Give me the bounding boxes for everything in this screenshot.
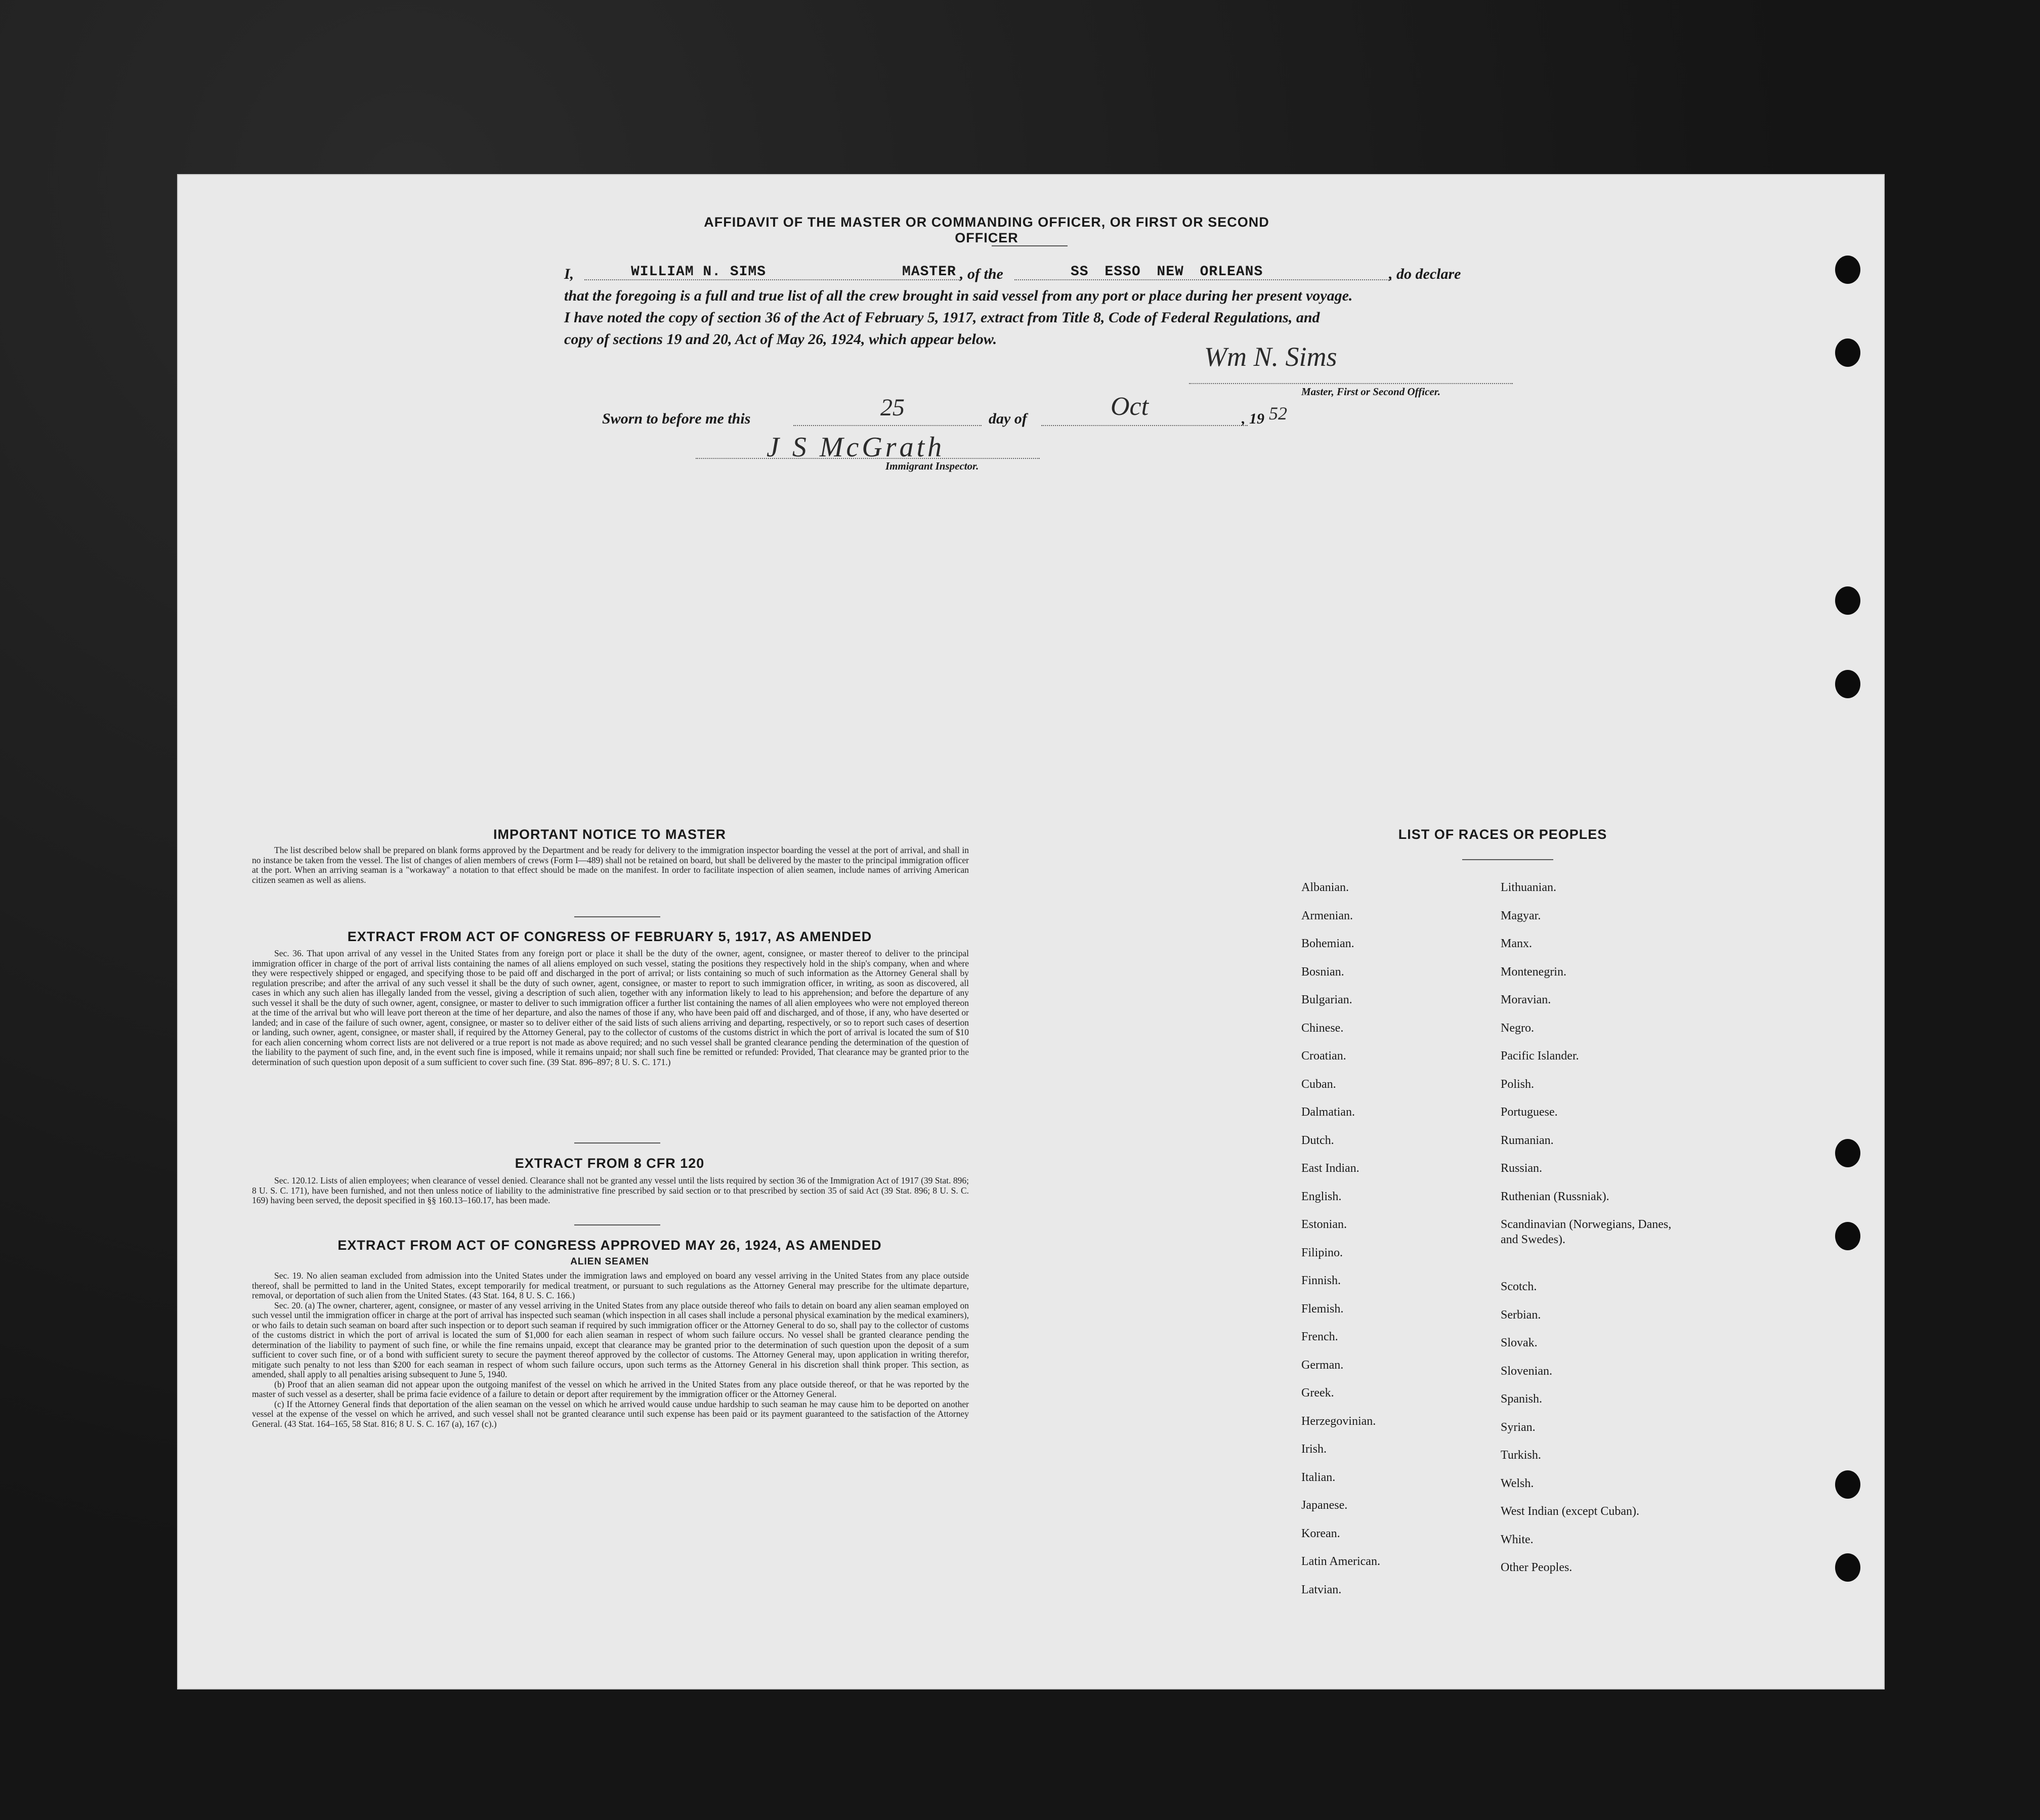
- extract-1917-body: Sec. 36. That upon arrival of any vessel in the United States from any foreign port or place it shall be the duty of the owner, agent, consignee, or master thereof to deliver to the principal immigration officer in charge of the port of arrival lists containing the names of all aliens employed on such vessel, stating the positions they respectively hold in the ship's company, when and where they were respectively shipped or engaged, and specifying those to be paid off and discharged in the port of arrival; or lists containing so much of such information as the Attorney General shall by regulation prescribe; and after the arrival of any such vessel it shall be the duty of such owner, agent, consignee, or master to report to such immigration officer, in writing, as soon as discovered, all cases in which any such alien has illegally landed from the vessel, giving a description of such alien, together with any information likely to lead to his apprehension; and before the departure of any such vessel it shall be the duty of such owner, agent, consignee, or master to deliver to such immigration officer a further list containing the names of all alien employees who were not employed thereon at the time of the arrival but who will leave port thereon at the time of her departure, and also the names of those if any, who have been paid off and discharged, and of those, if any, who have deserted or landed; and in case of the failure of such owner, agent, consignee, or master so to deliver either of the said lists of such aliens arriving and departing, respectively, or so to report such cases of desertion or landing, such owner, agent, consignee, or master shall, if required by the Attorney General, pay to the collector of customs of the customs district in which the port of arrival is located the sum of $10 for each alien concerning whom correct lists are not delivered or a true report is not made as above required; and no such vessel shall be granted clearance pending the determination of the question of the liability to the payment of such fine, and, in the event such fine is imposed, while it remains unpaid; nor shall such fine be remitted or refunded: Provided, That clearance may be granted prior to the determination of such question upon deposit of a sum sufficient to cover such fine. (39 Stat. 896–897; 8 U. S. C. 171.): [252, 948, 969, 1067]
- race-item: Dalmatian.: [1301, 1106, 1355, 1119]
- section-20c-text: (c) If the Attorney General finds that deportation of the alien seaman on the vessel on which he arrived would cause undue hardship to such seaman he may cause him to be deported on another vessel at the expense of the vessel on which he arrived, and such vessel shall not be granted clearance until such expense has been paid or its payment guaranteed to the satisfaction of the Attorney General. (43 Stat. 164–165, 58 Stat. 816; 8 U. S. C. 167 (a), 167 (c).): [252, 1399, 969, 1429]
- race-item: [1501, 1267, 1683, 1273]
- race-item: Negro.: [1501, 1021, 1534, 1035]
- race-item: Ruthenian (Russniak).: [1501, 1190, 1609, 1203]
- race-item: Albanian.: [1301, 881, 1349, 894]
- section-divider: [574, 916, 660, 917]
- punch-hole: [1835, 670, 1860, 698]
- race-item: Scotch.: [1501, 1280, 1537, 1293]
- do-declare-label: , do declare: [1389, 266, 1461, 282]
- master-rank: MASTER: [902, 264, 956, 280]
- race-item: Irish.: [1301, 1443, 1327, 1456]
- punch-hole: [1835, 1222, 1860, 1250]
- affidavit-line-4: copy of sections 19 and 20, Act of May 26, 1924, which appear below.: [564, 331, 997, 348]
- document-page: [177, 174, 1885, 1689]
- sworn-label: Sworn to before me this: [602, 410, 751, 427]
- master-signature-caption: Master, First or Second Officer.: [1301, 386, 1440, 398]
- race-item: Welsh.: [1501, 1476, 1534, 1490]
- race-item: Portuguese.: [1501, 1106, 1558, 1119]
- race-item: German.: [1301, 1358, 1344, 1372]
- race-item: Finnish.: [1301, 1274, 1341, 1287]
- race-item: Montenegrin.: [1501, 965, 1566, 979]
- race-item: Serbian.: [1501, 1308, 1541, 1322]
- inspector-caption: Immigrant Inspector.: [885, 460, 979, 472]
- race-item: Herzegovinian.: [1301, 1414, 1376, 1428]
- title-divider: [992, 245, 1068, 246]
- race-item: Manx.: [1501, 937, 1532, 950]
- race-item: Bohemian.: [1301, 937, 1354, 950]
- race-item: Armenian.: [1301, 909, 1353, 922]
- sworn-day: 25: [880, 394, 905, 421]
- affidavit-statement: [564, 263, 1500, 350]
- race-item: Greek.: [1301, 1386, 1334, 1400]
- race-item: Pacific Islander.: [1501, 1049, 1579, 1063]
- section-divider: [574, 1142, 660, 1144]
- punch-hole: [1835, 256, 1860, 284]
- race-item: Cuban.: [1301, 1077, 1336, 1091]
- race-item: Italian.: [1301, 1470, 1336, 1484]
- extract-cfr-body: Sec. 120.12. Lists of alien employees; when clearance of vessel denied. Clearance shall not be granted any vessel until the lists required by section 36 of the Immigration Act of 1917 (39 Stat. 896; 8 U. S. C. 171), have been furnished, and not then unless notice of liability to the administrative fine prescribed by said section or to that prescribed by section 35 of said Act (39 Stat. 896; 8 U. S. C. 169) having been served, the deposit specified in §§ 160.13–160.17, has been made.: [252, 1175, 969, 1205]
- race-item: Chinese.: [1301, 1021, 1344, 1035]
- race-item: Bosnian.: [1301, 965, 1344, 979]
- inspector-signature: J S McGrath: [767, 432, 945, 463]
- vessel-name: SS ESSO NEW ORLEANS: [1071, 264, 1263, 280]
- extract-cfr-title: EXTRACT FROM 8 CFR 120: [515, 1156, 705, 1171]
- of-the-label: , of the: [960, 266, 1003, 282]
- signature-line: [1189, 383, 1513, 384]
- race-item: West Indian (except Cuban).: [1501, 1505, 1639, 1518]
- alien-seamen-subtitle: ALIEN SEAMEN: [570, 1256, 649, 1267]
- races-left-column: [1301, 874, 1380, 1604]
- i-label: I,: [564, 266, 574, 282]
- race-item: Japanese.: [1301, 1499, 1348, 1512]
- race-item: Syrian.: [1501, 1420, 1536, 1434]
- sworn-month: Oct: [1111, 392, 1149, 421]
- affidavit-title: AFFIDAVIT OF THE MASTER OR COMMANDING OFFICER, OR FIRST OR SECOND OFFICER: [704, 215, 1269, 245]
- race-item: Magyar.: [1501, 909, 1541, 922]
- race-item: Estonian.: [1301, 1218, 1347, 1231]
- race-item: Latin American.: [1301, 1555, 1380, 1568]
- extract-1917-title: EXTRACT FROM ACT OF CONGRESS OF FEBRUARY 5, 1917, AS AMENDED: [347, 929, 872, 944]
- race-item: English.: [1301, 1190, 1342, 1203]
- punch-hole: [1835, 1470, 1860, 1499]
- day-of-label: day of: [989, 410, 1027, 427]
- extract-1924-body: [252, 1271, 969, 1429]
- race-item: Slovenian.: [1501, 1364, 1552, 1378]
- punch-hole: [1835, 1139, 1860, 1167]
- race-item: Flemish.: [1301, 1302, 1344, 1316]
- race-item: Rumanian.: [1501, 1133, 1554, 1147]
- race-item: White.: [1501, 1533, 1534, 1546]
- race-item: Spanish.: [1501, 1392, 1543, 1406]
- race-item: Bulgarian.: [1301, 993, 1352, 1006]
- race-item: Dutch.: [1301, 1133, 1334, 1147]
- master-name: WILLIAM N. SIMS: [631, 264, 767, 280]
- race-item: Turkish.: [1501, 1449, 1541, 1462]
- race-item: Filipino.: [1301, 1246, 1343, 1259]
- race-item: Polish.: [1501, 1077, 1535, 1091]
- section-19-text: Sec. 19. No alien seaman excluded from admission into the United States under the immigration laws and employed on board any vessel arriving in the United States from any place outside thereof, shall be permitted to land in the United States, except temporarily for medical treatment, or pursuant to such regulations as the Attorney General may prescribe for the ultimate departure, removal, or deportation of such alien from the United States. (43 Stat. 164, 8 U. S. C. 166.): [252, 1271, 969, 1300]
- race-item: Latvian.: [1301, 1583, 1342, 1596]
- punch-hole: [1835, 1553, 1860, 1582]
- affidavit-line-2: that the foregoing is a full and true list of all the crew brought in said vessel from any port or place during her present voyage.: [564, 287, 1353, 304]
- race-item: Lithuanian.: [1501, 881, 1556, 894]
- race-item: Russian.: [1501, 1162, 1543, 1175]
- race-item: Croatian.: [1301, 1049, 1346, 1063]
- section-20b-text: (b) Proof that an alien seaman did not appear upon the outgoing manifest of the vessel on which he arrived in the United States from any place outside thereof, or that he was reported by the master of such vessel as a deserter, shall be prima facie evidence of a failure to detain or deport after requirement by the immigration officer or the Attorney General.: [252, 1379, 969, 1399]
- year-prefix: , 19: [1242, 410, 1264, 427]
- race-item: French.: [1301, 1330, 1338, 1343]
- sworn-year: 52: [1269, 403, 1287, 424]
- race-item: Scandinavian (Norwegians, Danes, and Swedes).: [1501, 1218, 1672, 1246]
- affidavit-line-3: I have noted the copy of section 36 of the Act of February 5, 1917, extract from Title 8, Code of Federal Regulations, and: [564, 309, 1320, 326]
- races-right-column: [1501, 874, 1683, 1582]
- race-item: East Indian.: [1301, 1162, 1359, 1175]
- name-dotted-line: [584, 279, 961, 280]
- section-divider: [574, 1224, 660, 1225]
- race-item: Moravian.: [1501, 993, 1551, 1006]
- section-20a-text: Sec. 20. (a) The owner, charterer, agent, consignee, or master of any vessel arriving in the United States from any place outside thereof who fails to detain on board any alien seaman employed on such vessel until the immigration officer in charge at the port of arrival has inspected such seaman (which inspection in all cases shall include a personal physical examination by the medical examiners), or who fails to detain such seaman on board after such inspection or to deport such seaman if required by such immigration officer or the Attorney General to do so, shall pay to the collector of customs of the customs district in which the port of arrival is located the sum of $1,000 for each alien seaman in respect of whom such failure occurs. No vessel shall be granted clearance pending the determination of the liability to payment of such fine, or while the fine remains unpaid, except that clearance may be granted prior to the determination of such question upon the deposit of a sum sufficient to cover such fine, or of a bond with sufficient surety to secure the payment thereof approved by the collector of customs. The Attorney General may, upon application in writing therefor, mitigate such penalty to not less than $200 for each seaman in respect of whom such failure occurs, upon such terms as the Attorney General in his discretion shall think proper. This section, as amended, shall apply to all penalties arising subsequent to June 5, 1940.: [252, 1300, 969, 1379]
- races-title: LIST OF RACES OR PEOPLES: [1398, 827, 1607, 842]
- races-divider: [1462, 859, 1553, 860]
- notice-body: The list described below shall be prepared on blank forms approved by the Department and be ready for delivery to the immigration inspector boarding the vessel at the port of arrival, and shall in no instance be taken from the vessel. The list of changes of alien members of crews (Form I—489) shall not be retained on board, but shall be delivered by the master to the principal immigration officer at the port. When an arriving seaman is a "workaway" a notation to that effect should be made on the manifest. In order to facilitate inspection of alien seamen, include names of arriving American citizen seamen as well as aliens.: [252, 845, 969, 885]
- punch-hole: [1835, 586, 1860, 615]
- race-item: Other Peoples.: [1501, 1561, 1572, 1574]
- notice-title: IMPORTANT NOTICE TO MASTER: [493, 827, 726, 842]
- master-signature: Wm N. Sims: [1204, 342, 1337, 372]
- day-dotted-line: [793, 425, 982, 426]
- race-item: Slovak.: [1501, 1336, 1538, 1349]
- extract-1924-title: EXTRACT FROM ACT OF CONGRESS APPROVED MAY 26, 1924, AS AMENDED: [337, 1238, 882, 1253]
- month-dotted-line: [1041, 425, 1248, 426]
- inspector-signature-line: [696, 458, 1040, 459]
- punch-hole: [1835, 338, 1860, 367]
- race-item: Korean.: [1301, 1527, 1340, 1540]
